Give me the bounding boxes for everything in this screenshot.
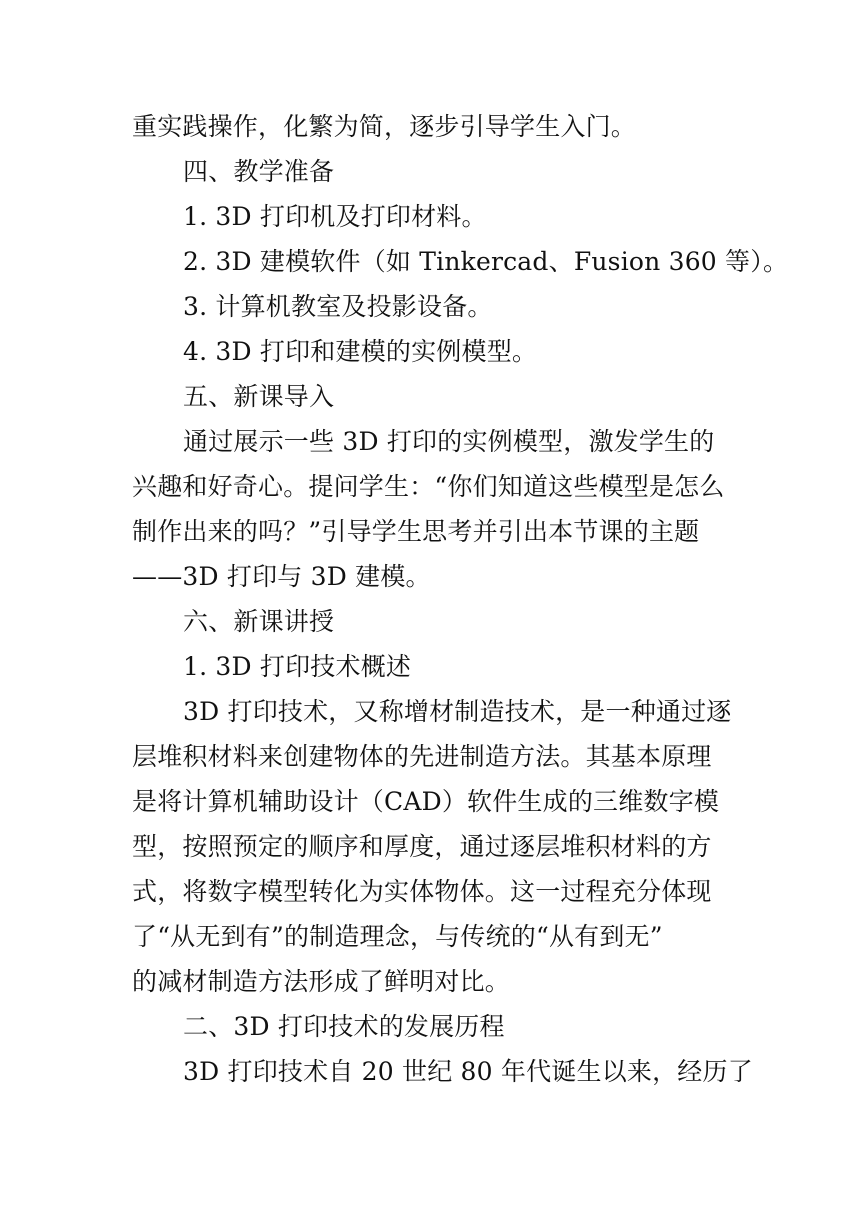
paragraph-line: 3D 打印技术，又称增材制造技术，是一种通过逐: [183, 697, 732, 726]
paragraph-line: 兴趣和好奇心。提问学生：“你们知道这些模型是怎么: [132, 472, 725, 501]
paragraph-line: 3D 打印技术自 20 世纪 80 年代诞生以来，经历了: [183, 1057, 753, 1086]
section-heading: 六、新课讲授: [183, 607, 335, 636]
list-item: 3. 计算机教室及投影设备。: [183, 292, 493, 321]
list-item: 4. 3D 打印和建模的实例模型。: [183, 337, 538, 366]
paragraph-line: 是将计算机辅助设计（CAD）软件生成的三维数字模: [132, 787, 720, 816]
paragraph-line: 重实践操作，化繁为简，逐步引导学生入门。: [132, 112, 637, 141]
paragraph-line: 通过展示一些 3D 打印的实例模型，激发学生的: [183, 427, 715, 456]
paragraph-line: 式，将数字模型转化为实体物体。这一过程充分体现: [132, 877, 712, 906]
paragraph-line: 了“从无到有”的制造理念，与传统的“从有到无”: [132, 922, 663, 951]
paragraph-line: 层堆积材料来创建物体的先进制造方法。其基本原理: [132, 742, 712, 771]
list-item: 1. 3D 打印机及打印材料。: [183, 202, 487, 231]
section-heading: 五、新课导入: [183, 382, 335, 411]
paragraph-line: 型，按照预定的顺序和厚度，通过逐层堆积材料的方: [132, 832, 712, 861]
subsection-heading: 1. 3D 打印技术概述: [183, 652, 412, 681]
paragraph-line: 的减材制造方法形成了鲜明对比。: [132, 967, 511, 996]
list-item: 2. 3D 建模软件（如 Tinkercad、Fusion 360 等）。: [183, 247, 789, 276]
paragraph-line: ——3D 打印与 3D 建模。: [132, 562, 431, 591]
paragraph-line: 制作出来的吗？”引导学生思考并引出本节课的主题: [132, 517, 700, 546]
section-heading: 二、3D 打印技术的发展历程: [183, 1012, 505, 1041]
section-heading: 四、教学准备: [183, 157, 335, 186]
